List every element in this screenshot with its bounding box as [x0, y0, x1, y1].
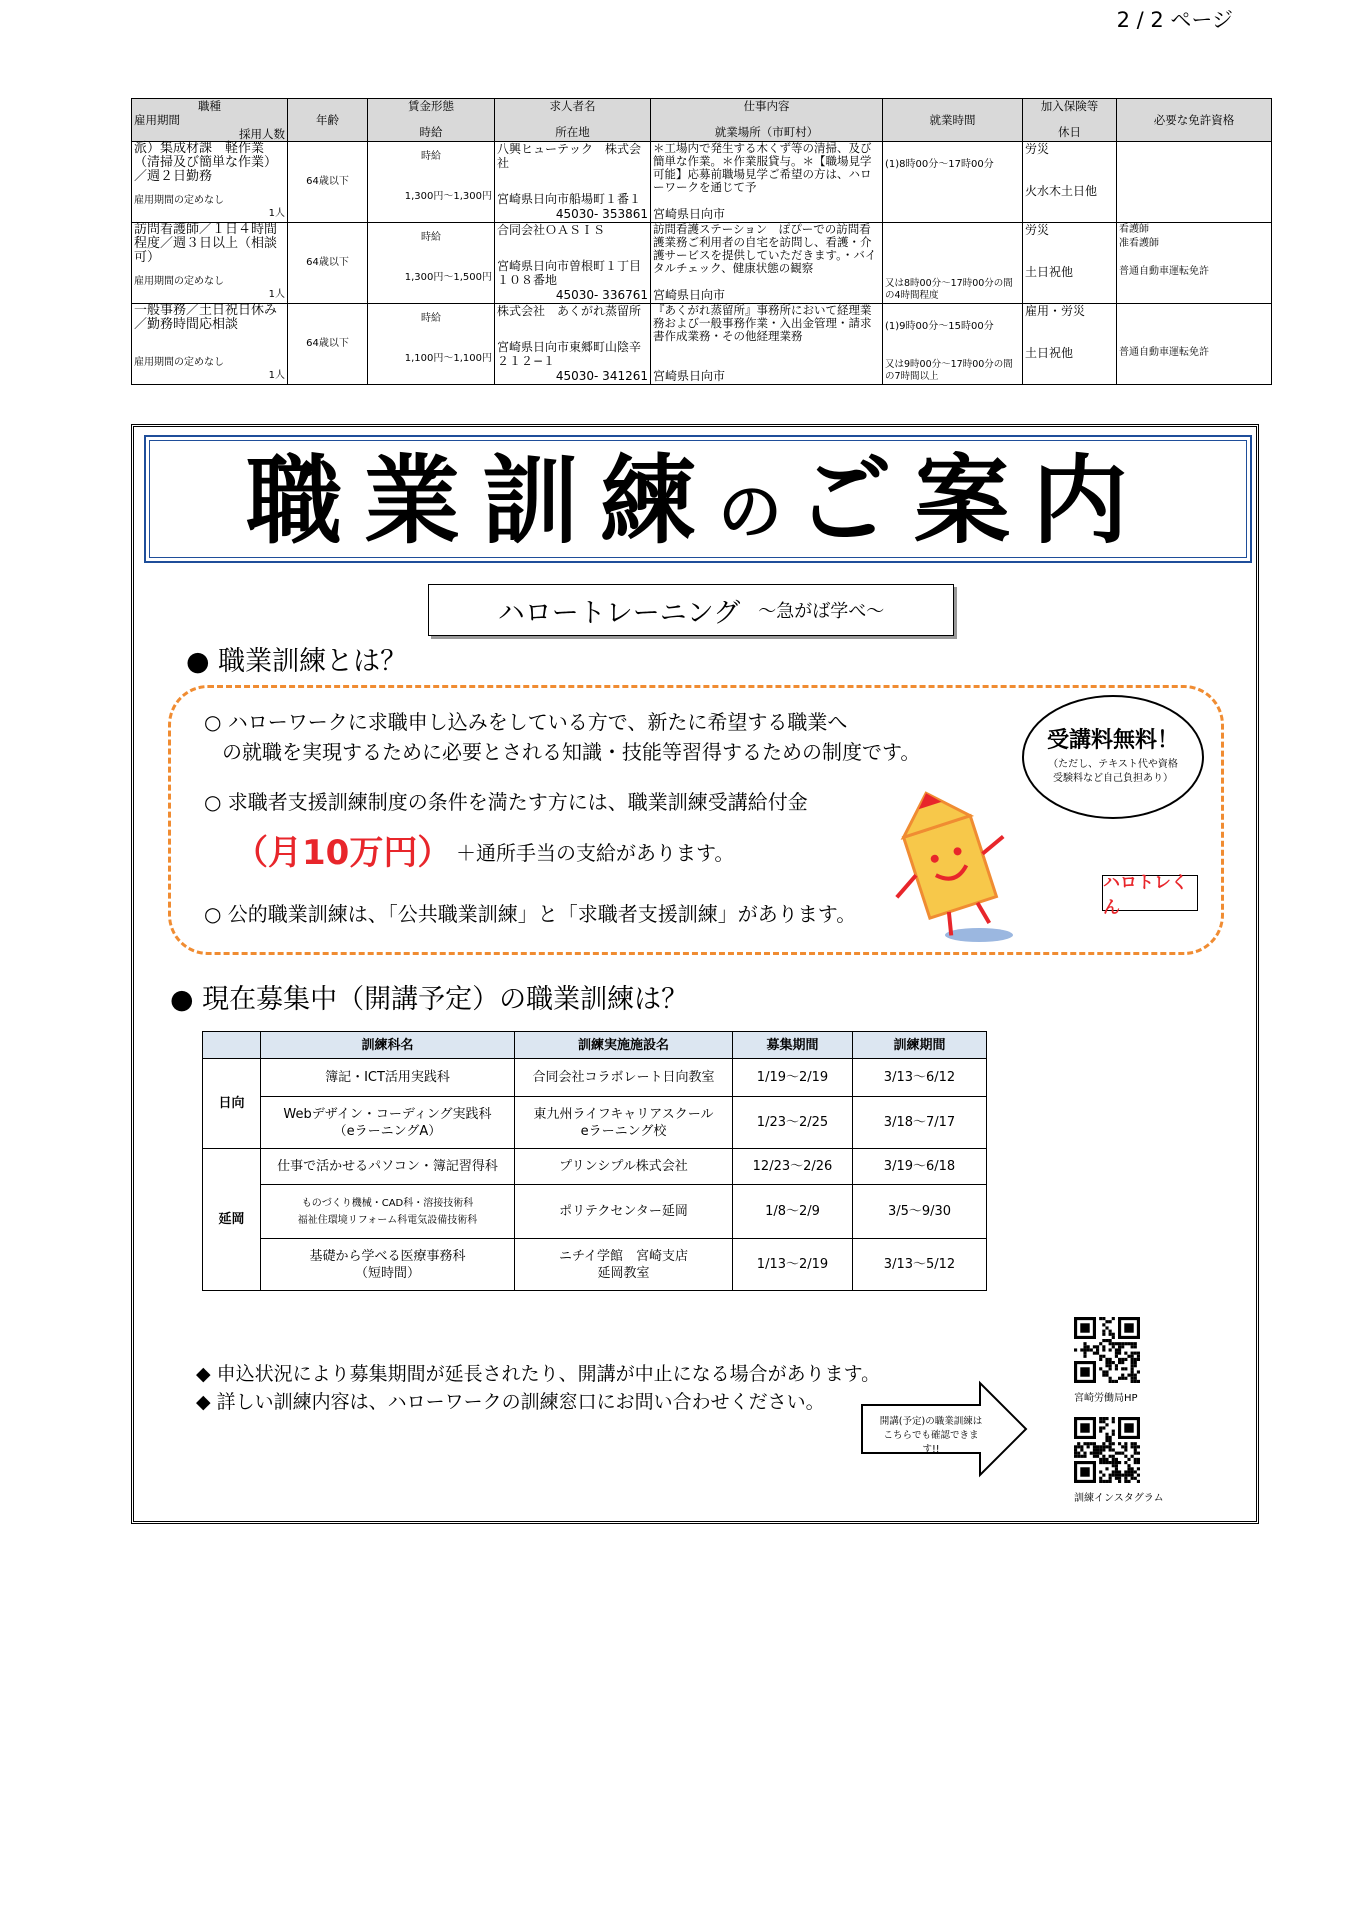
- course-facility: 合同会社コラボレート日向教室: [515, 1059, 733, 1097]
- license-cell: [1117, 142, 1272, 223]
- job-description-cell: 『あくがれ蒸留所』事務所において経理業務および一般事務作業・入出金管理・請求書作成業務・その他経理業務 宮崎県日向市: [651, 304, 883, 385]
- header-col5: 仕事内容 就業場所（市町村）: [651, 99, 883, 142]
- region-hyuga: 日向: [203, 1059, 261, 1149]
- info-para-3: ○ 公的職業訓練は、「公共職業訓練」と「求職者支援訓練」があります。: [204, 902, 857, 926]
- qr-code-instagram-icon[interactable]: [1074, 1417, 1140, 1483]
- courses-table: [202, 1031, 987, 1291]
- insurance-cell: 労災 土日祝他: [1023, 223, 1117, 304]
- flyer-title: 職業訓練のご案内: [246, 445, 1150, 557]
- title-box: [144, 435, 1252, 563]
- page-number: 2 / 2 ページ: [1116, 8, 1233, 32]
- course-period: 3/13〜5/12: [853, 1239, 987, 1291]
- hours-cell: (1)8時00分〜17時00分: [883, 142, 1023, 223]
- mascot-logo: ハロトレくん: [1102, 875, 1198, 911]
- region-nobeoka: 延岡: [203, 1149, 261, 1291]
- age-cell: 64歳以下: [288, 223, 368, 304]
- subtitle-box: [428, 584, 954, 636]
- table-row: [203, 1149, 987, 1185]
- age-cell: 64歳以下: [288, 142, 368, 223]
- wage-cell: 時給 1,300円〜1,500円: [368, 223, 495, 304]
- note-inquiry: ◆ 詳しい訓練内容は、ハローワークの訓練窓口にお問い合わせください。: [196, 1391, 825, 1413]
- header-col7: 加入保険等 休日: [1023, 99, 1117, 142]
- table-row: [203, 1185, 987, 1239]
- courses-header-region: [203, 1032, 261, 1059]
- course-name: Webデザイン・コーディング実践科 （eラーニングA）: [261, 1097, 515, 1149]
- course-name: ものづくり機械・CAD科・溶接技術科 福祉住環境リフォーム科電気設備技術科: [261, 1185, 515, 1239]
- course-facility: ニチイ学館 宮崎支店 延岡教室: [515, 1239, 733, 1291]
- employer-cell: 株式会社 あくがれ蒸留所 宮崎県日向市東郷町山陰辛２１２−１ 45030- 341261: [495, 304, 651, 385]
- job-title-cell: 一般事務／土日祝日休み／勤務時間応相談 雇用期間の定めなし 1人: [132, 304, 288, 385]
- courses-header-facility: 訓練実施施設名: [515, 1032, 733, 1059]
- course-recruit: 1/8〜2/9: [733, 1185, 853, 1239]
- section-what-is: ● 職業訓練とは？: [186, 646, 408, 677]
- free-tuition-bubble: 受講料無料！ （ただし、テキスト代や資格 受験料など自己負担あり）: [1022, 695, 1204, 819]
- job-description-cell: 訪問看護ステーション ぽぴーでの訪問看護業務ご利用者の自宅を訪問し、看護・介護サービスを提供していただきます。・バイタルチェック、健康状態の観察 宮崎県日向市: [651, 223, 883, 304]
- section-current-courses: ● 現在募集中（開講予定）の職業訓練は？: [170, 984, 689, 1015]
- qr-label-labour-bureau: 宮崎労働局HP: [1074, 1393, 1138, 1404]
- course-period: 3/19〜6/18: [853, 1149, 987, 1185]
- insurance-cell: 雇用・労災 土日祝他: [1023, 304, 1117, 385]
- table-row: [132, 142, 1272, 223]
- course-recruit: 1/19〜2/19: [733, 1059, 853, 1097]
- course-facility: ポリテクセンター延岡: [515, 1185, 733, 1239]
- course-period: 3/5〜9/30: [853, 1185, 987, 1239]
- qr-code-labour-bureau-icon[interactable]: [1074, 1317, 1140, 1383]
- course-period: 3/18〜7/17: [853, 1097, 987, 1149]
- age-cell: 64歳以下: [288, 304, 368, 385]
- employer-cell: 八興ヒューテック 株式会社 宮崎県日向市船場町１番１ 45030- 353861: [495, 142, 651, 223]
- mascot-pencil-icon: [869, 783, 1039, 953]
- courses-header-name: 訓練科名: [261, 1032, 515, 1059]
- header-col1: 職種 雇用期間 採用人数: [132, 99, 288, 142]
- license-cell: 普通自動車運転免許: [1117, 304, 1272, 385]
- insurance-cell: 労災 火水木土日他: [1023, 142, 1117, 223]
- info-para-1: ○ ハローワークに求職申し込みをしている方で、新たに希望する職業へ の就職を実現するために必要とされる知識・技能等習得するための制度です。: [204, 710, 921, 764]
- table-row: [132, 223, 1272, 304]
- jobs-header-row: [132, 99, 1272, 142]
- courses-header-row: [203, 1032, 987, 1059]
- table-row: [132, 304, 1272, 385]
- course-recruit: 12/23〜2/26: [733, 1149, 853, 1185]
- table-row: [203, 1239, 987, 1291]
- arrow-text: 開講(予定)の職業訓練は こちらでも確認できます!!: [879, 1416, 983, 1455]
- employer-cell: 合同会社ＯＡＳＩＳ 宮崎県日向市曽根町１丁目１０８番地 45030- 336761: [495, 223, 651, 304]
- course-facility: プリンシプル株式会社: [515, 1149, 733, 1185]
- subtitle-tag: 〜急がば学べ〜: [758, 601, 885, 622]
- course-name: 簿記・ICT活用実践科: [261, 1059, 515, 1097]
- benefit-amount: （月10万円）: [234, 833, 452, 873]
- note-extension: ◆ 申込状況により募集期間が延長されたり、開講が中止になる場合があります。: [196, 1363, 881, 1385]
- hours-cell: 又は8時00分〜17時00分の間の4時間程度: [883, 223, 1023, 304]
- info-para-2: ○ 求職者支援訓練制度の条件を満たす方には、職業訓練受講給付金: [204, 790, 808, 814]
- hours-cell: (1)9時00分〜15時00分 又は9時00分〜17時00分の間の7時間以上: [883, 304, 1023, 385]
- jobs-table: [131, 98, 1272, 385]
- course-recruit: 1/13〜2/19: [733, 1239, 853, 1291]
- wage-cell: 時給 1,300円〜1,300円: [368, 142, 495, 223]
- course-facility: 東九州ライフキャリアスクール eラーニング校: [515, 1097, 733, 1149]
- training-flyer: [131, 424, 1259, 1524]
- header-col3: 賃金形態 時給: [368, 99, 495, 142]
- job-description-cell: ＊工場内で発生する木くず等の清掃、及び 簡単な作業。＊作業服貸与。＊【職場見学可能】応募前職場見学ご希望の方は、ハローワークを通じて予 宮崎県日向市: [651, 142, 883, 223]
- benefit-rest: ＋通所手当の支給があります。: [456, 841, 735, 865]
- header-col2: 年齢: [288, 99, 368, 142]
- license-cell: 看護師 准看護師 普通自動車運転免許: [1117, 223, 1272, 304]
- job-title-cell: 派）集成材課 軽作業（清掃及び簡単な作業）／週２日勤務 雇用期間の定めなし 1人: [132, 142, 288, 223]
- courses-header-recruit: 募集期間: [733, 1032, 853, 1059]
- job-title-cell: 訪問看護師／１日４時間程度／週３日以上（相談可） 雇用期間の定めなし 1人: [132, 223, 288, 304]
- header-col8: 必要な免許資格: [1117, 99, 1272, 142]
- course-period: 3/13〜6/12: [853, 1059, 987, 1097]
- wage-cell: 時給 1,100円〜1,100円: [368, 304, 495, 385]
- course-name: 基礎から学べる医療事務科 （短時間）: [261, 1239, 515, 1291]
- header-col4: 求人者名 所在地: [495, 99, 651, 142]
- header-col6: 就業時間: [883, 99, 1023, 142]
- table-row: [203, 1097, 987, 1149]
- qr-label-instagram: 訓練インスタグラム: [1074, 1493, 1164, 1504]
- subtitle: ハロートレーニング: [497, 597, 741, 629]
- course-name: 仕事で活かせるパソコン・簿記習得科: [261, 1149, 515, 1185]
- course-recruit: 1/23〜2/25: [733, 1097, 853, 1149]
- table-row: [203, 1059, 987, 1097]
- courses-header-period: 訓練期間: [853, 1032, 987, 1059]
